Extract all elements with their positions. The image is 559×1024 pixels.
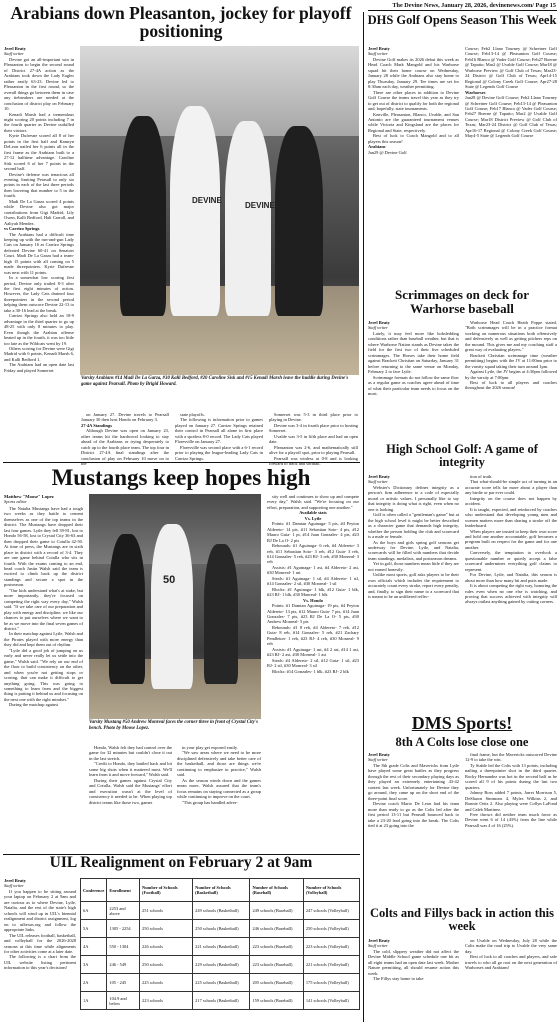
golf-season-byline-block [368, 46, 459, 56]
uil-body: If you happen to be sitting around your laptop on February 2 at 9am and are curious as to where Devine, Lytle, Natalia, and the rest of the state's high schools will wind up in UIL's biennial realignment and district assignment, log on to uiltexas.org and follow the appropriate links. The UIL releases football, basketball, and volleyball for the 2026-2028 seasons at this time while alignments for other activities come at a later date. The following is a chart from the UIL website listing pertinent information to this year's decisions! [4, 889, 76, 1022]
table-cell: 1A [81, 992, 107, 1010]
arabians-photo: DEVINE DEVINE [80, 46, 359, 375]
table-header: Number of Schools (Basketball) [193, 879, 250, 902]
section-divider [3, 462, 360, 463]
table-cell: 5A [81, 920, 107, 938]
table-cell: 250 schools [140, 956, 193, 974]
table-cell: 141 schools (Volleyball) [303, 992, 359, 1010]
byline: Jerel Beaty [368, 752, 390, 757]
integrity-headline: High School Golf: A game of integrity [386, 442, 538, 470]
golf-season-headline: DHS Golf Opens Season This Week [367, 13, 557, 27]
colts-fillys-body: The cold, slippery weather did not affect the Devine Middle School game schedule one bit as all eight teams had an open date last week. Mother Nature permitting, all should resume action this week. The Fillys stay home to take [368, 949, 459, 982]
table-cell: 175 schools (Volleyball) [303, 974, 359, 992]
table-cell: 225 schools [140, 974, 193, 992]
arabians-body-cont-3: Somerset was 5-3 in third place prior to playing in Devine. Devine was 3-4 in fourth place prior to hosting Somerset. Uvalde was 3-5 in fifth place and had an open date. Pleasanton was 2-6, and mathematically still alive for a playoff spot, prior to playing Pearsall. Pearsall was winless at 0-8 and is looking forward to track and softball. [269, 412, 358, 467]
table-cell: 250 schools (Volleyball) [303, 920, 359, 938]
scrimmages-byline-block [368, 320, 459, 330]
masthead: The Devine News, January 28, 2026, devinenews.com/ Page 15 [392, 2, 556, 9]
table-cell: 247 schools (Volleyball) [303, 902, 359, 920]
dms-banner: DMS Sports! [367, 714, 557, 733]
table-cell: 246 - 549 [107, 956, 140, 974]
table-cell: 1305 - 2254 [107, 920, 140, 938]
uil-realignment-table [80, 878, 360, 1010]
scrimmages-headline: Scrimmages on deck for Warhorse baseball [395, 287, 529, 316]
byline-role: Staff writer [4, 51, 24, 57]
table-header: Enrollment [107, 879, 140, 902]
table-cell: 159 schools (Baseball) [250, 992, 303, 1010]
uil-byline-block [4, 878, 76, 888]
table-header: Number of Schools (Baseball) [250, 879, 303, 902]
table-cell: 2253 and above [107, 902, 140, 920]
dms-headline: 8th A Colts lose close one [395, 735, 529, 749]
mustangs-photo-caption: Varsity Mustang #50 Andrew Monreal faces the corner three in front of Crystal City's bench. Photo by Moose Lopez. [89, 720, 258, 731]
colts-fillys-headline: Colts and Fillys back in action this week [367, 907, 557, 933]
table-header: Conference [81, 879, 107, 902]
table-cell: 226 schools [140, 938, 193, 956]
column-rule [363, 12, 364, 1022]
table-cell: 229 schools (Basketball) [193, 956, 250, 974]
table-cell: 223 schools (Baseball) [250, 956, 303, 974]
byline: Jerel Beaty [4, 878, 26, 883]
uil-table-wrap [80, 878, 360, 1022]
mustangs-photo: 50 [89, 494, 261, 719]
byline: Jerel Beaty [368, 320, 390, 325]
colts-fillys-body-cont: on Uvalde on Wednesday, July 28 while the Colts make the road trip to Uvalde the very same day. Best of luck to all coaches and players, and safe travels to who all go root on the next generation of Warhorses and Arabians! [465, 938, 557, 971]
scrimmages-body-cont: Warhorse Head Coach Heath Poppe stated, "Both scrimmages will be in a practice format working on numerous situations both offensively and defensively as well as getting pitchers reps on the mound. This gives me and my coaching staff a great way of evaluating players." Brackett Christian scrimmage time (weather permitting) begins with the JV at 11:00am prior to the varsity squad taking their turn around 1pm. Against Lytle, the JV begins at 4:30pm followed by the varsity at 7:00pm. Best of luck to all players and coaches throughout the 2026 season! [465, 320, 557, 391]
byline: Jerel Beaty [368, 474, 390, 479]
arabians-body-cont-2: state playoffs. The following is information prior to games played on January 27. Carrizo Springs retained their control in Pearsall all alone in first place with a spotless 8-0 record. The Lady Cats played Floresville on January 27. Floresville was second place with a 6-1 record prior to playing the league-leading Lady Cats in Carrizo Springs. [175, 412, 263, 461]
table-cell: 223 schools [140, 992, 193, 1010]
table-cell: 250 schools [140, 920, 193, 938]
arabians-body: Devine got an all-important win in Pleasanton to begin the second round of District 27-4A action as the Arabians took down the Lady Eagles rather easily 63-23. Devine led to Pleasanton in the first round, so the overall things go between them in case any tiebreakers are needed at the conclusion of district play on February 10. Kenadi Marsh had a tremendous night scoring 20 points including 7 in the fourth quarter as Devine outkilled their visitors. Kyrie Dufresne scored all 8 of her points in the first half and Kamryn DeLeon nailed her 6 points all in the first frame as the Arabians built to a 27-12 halftime advantage. Caroline Sisk scored 6 of her 7 points in the second half. Devine's defense was tenacious all evening, limiting Pearsall to only six points in each of the last three periods then lowering that number to 5 in the fourth. Madi De La Garza scored 4 points while Devine also got major contributions from Gigi Madrid, Lily Owen, Kalli Bedford, Hali Carroll, and Aaliyah Mendez. vs Carrizo Springs The Arabians had a difficult time keeping up with the run-and-gun Lady Cats on January 16 as Carrizo Springs defeated Devine 60-41 on Senators Court. Madi De La Garza had a team-high 15 points with all coming on 5 made threepointers. Kyrie Dufresne was next with 11 points. In a somewhat low scoring first period, Devine only trailed 8-3 after the first eight minutes of action. However, the Lady Cats drained four threepointers in the second period helping them outscore Devine 22-13 to take a 30-16 lead at the break. Carrizo Springs also held an 18-9 advantage in the third quarter to go up 48-25 with only 8 minutes to play. Even though the Arabian offense heated up in the fourth, it was too little too late as the Wildcats went by 19. Others scoring for Devine were Gigi Madrid with 6 points, Kenadi Marsh 6, and Kalli Bedford 1. The Arabians had an open date last Friday and played Somerset [4, 57, 74, 373]
mustangs-stats: sity well and continues to show up and compete every day," Walsh said. "We're focusing on our effort, preparation, and supporting one another." Available stats Vs. Lytle Points: #1 Damian Aguinaga- 5 pts, #4 Peyton Aldereto- 14 pts, #11 Sebastian Soto- 4 pts, #12 Mauro Guia- 1 pt, #14 Juan Gonzales- 4 pts, #23 RJ De La O- 2 pts Rebounds: #1 Aguinaga- 6 reb, #4 Aldereto- 3 reb, #11 Sebastian Soto- 3 reb, #12 Guia- 3 reb, #14 Gonzales- 5 reb, #23 RJ- 3 reb, #30 Monreal- 3 reb Assists: #1 Aguinaga- 1 ast, #4 Aldereto- 2 ast, #30 Monreal- 1 ast Steals: #1 Aguinaga- 1 stl, #4 Aldereto- 1 stl, #14 Gonzales- 2 stl, #30 Monreal- 1 stl Blocks: #1 Aguinaga- 1 blk, #12 Guia- 1 blk, #23 RJ- 1 blk, #30 Monreal- 1 blk Vs. Hondo Points: #1 Damian Aguinaga- 19 pts, #4 Peyton Aldereto- 13 pts, #12 Mauro Guia- 7 pts, #14 Juan Gonzales- 7 pts, #23 RJ De La O- 5 pts, #30 Andrew Monreal- 5 pts Rebounds: #1 8 reb, #4 Aldereto- 7 reb, #12 Guia- 8 reb, #14 Gonzales- 5 reb, #21 Zachary Pendleton- 1 reb, #23 RJ- 4 reb, #30 Monreal- 9 reb Assists: #1 Aguinaga- 1 ast, #4 2 ast, #14 1 ast, #23 RJ- 2 ast, #30 Monreal- 1 ast Steals: #4 Aldereto- 2 stl, #12 Guia- 1 stl, #23 RJ- 2 stl, #30 Monreal- 3 stl Blocks: #14 Gonzales- 1 blk, #23 RJ- 2 blk [267, 494, 359, 674]
table-cell: 4A [81, 938, 107, 956]
table-cell: 550 - 1304 [107, 938, 140, 956]
byline: Jerel Beaty [368, 938, 390, 943]
table-row [81, 920, 360, 938]
table-cell: 205 schools (Baseball) [250, 974, 303, 992]
table-header: Number of Schools (Volleyball) [303, 879, 359, 902]
masthead-rule [368, 10, 557, 11]
integrity-byline-block [368, 474, 459, 484]
mustangs-headline: Mustangs keep hopes high [51, 465, 311, 490]
table-cell: 249 schools (Basketball) [193, 902, 250, 920]
table-cell: 223 schools (Volleyball) [303, 938, 359, 956]
golf-season-body: Devine Golf makes its 2026 debut this week as Head Coach Mark Mangold and his Warhorse squad hit their home course on Wednesday, January 28 while the Arabians also stay home to play Thursday, January 29. Tee times are set for 8:30am each day, weather permitting. There are other places in addition to Devine Golf Course the teams travel this year as they try to get out of district to qualify for both the regional and, hopefully, state tournaments. Kenville, Pleasanton, Blanco, Uvalde, and San Antonio are the guaranteed tournament venues while Victoria and Kingsland are the places for Regional and State, respectively. Best of luck to Coach Mangold and to all players this season! Arabians Jan29 @ Devine Golf [368, 57, 459, 155]
integrity-body-cont: tion of truth. That what-should-be simple act of turning in an accurate score tells far more about a player than any birdie or par ever could. Integrity on the course does not happen by accident. It is taught, expected, and reinforced by coaches who understand that developing young men and women matters more than sharing a stroke off the leaderboard. When players are trusted to keep their own score and hold one another accountable, golf becomes a program built on respect for the game and for one another. Conversely, the temptation to overlook a questionable number or quietly accept a false scorecard undermines everything golf claims to represent. For Devine, Lytle, and Natalia, this season is about more than how many hit and putts made. It is about competing the right way, honoring the rules even when no one else is watching, and proving that success achieved with integrity will always outlast anything gained by cutting corners. [465, 474, 557, 605]
dms-body-cont: final frame, but the Mavericks outscored Devine 12-9 to take the win. Ty Stable led the Colts with 13 points, including nailing a threepointer shot in the third quarter. Rocky Hernandez was hot in the second half as he scored all 9 of his points during the last two quarters. Johnny Ross added 7 points, Jarret Morrison 5, DeShawn Simmons 4, Myles Wilkins 2, and Ronnie Ortiz 2. Also playing were Collyn LaFond and Caleb Martinez. Free throws did neither team much favor as Devine went 6 of 14 (43%) from the line while Pearsall was 4 of 16 (25%). [465, 752, 557, 828]
arabians-headline: Arabians down Pleasanton, jockey for playoff positioning [10, 3, 352, 42]
table-row [81, 956, 360, 974]
dms-byline-block [368, 752, 459, 762]
byline-role: Staff writer [368, 325, 388, 331]
scrimmages-body: Lately, it may feel more like bobsledding conditions rather than baseball weather, but that is where Warhorse Nation stands as Devine takes the field for the first two of their five scheduled scrimmages. The Horses take their home field against Brackett Christian on Saturday, January 31 before returning to the same venue on Monday, February 2 to face Lytle. Scrimmage formats do not follow the same flow as a regular game as coaches agree ahead of time of what their particular team needs to focus on the most. [368, 331, 459, 396]
golf-season-schedule: Course; Feb2 Llano Tourney @ Schreiner Golf Course; Feb13-14 @ Pleasanton Golf Course; Feb16 Blanco @ Vader Golf Course; Feb27 Boerne @ Tapatio; Mar2 @ Uvalde Golf Course; Mar18 @ Warhorse Preview @ Golf Club of Texas; Mar23-24 District @ Golf Club of Texas; Apr14-15 Regional @ Colony Creek Golf Course; Apr27-28 State @ Legends Golf Course Warhorses Jan28 @ Devine Golf Course; Feb2 Llano Tourney @ Schreiner Golf Course; Feb13-14 @ Pleasanton Golf Course; Feb17 Blanco @ Vader Golf Course; Feb27 Boerne @ Tapatio; Mar2 @ Uvalde Golf Course; Mar18 District Preview @ Golf Club of Texas; Mar23-24 District @ Golf Club of Texas; Apr16-17 Regional @ Colony Creek Golf Course; May4-5 State @ Legends Golf Course [465, 46, 557, 139]
dms-body: The 8th grade Colts and Mavericks from Lytle have played some great battles as they progress through the rest of their secondary playing days as they played an extremely entertaining 43-42 contest last week. Unfortunately for Devine they go around, they came up on the short end of the three-point final score. Devine coach Mario De Leon had his team more than ready to go as the Colts led after the first period 13-11 but Pearsall bounced back to take a 23-20 lead going into the break. The Colts tied it at 23 going into the [368, 763, 459, 828]
table-cell: 251 schools [140, 902, 193, 920]
table-cell: 105 - 245 [107, 974, 140, 992]
byline-role: Staff writer [4, 883, 24, 889]
arabians-body-cont: on January 27. Devine travels to Pearsall January 30 then host Hondo on February 3. 27-4A Standings Although Devine was open on January 23, other teams hit the hardwood looking to stay ahead of the Arabians or trying desperately to catch up to the fourth place team. The top four in District 27-4A final standings after the conclusion of play on February 10 move on to the [81, 412, 169, 467]
table-cell: 6A [81, 902, 107, 920]
table-cell: 221 schools (Basketball) [193, 938, 250, 956]
byline: Jerel Beaty [4, 46, 26, 51]
table-row [81, 992, 360, 1010]
byline: Jerel Beaty [368, 46, 390, 51]
table-row [81, 902, 360, 920]
mustangs-body: The Natalia Mustangs have had a tough two weeks as they battle to cement themselves as one of the top teams in the district. The Mustangs have dropped their last four games. Lytle they fell 39-81, lost to Hondo 56-58, lost to Crystal City 36-63 and then dropped their game to Cotulla 42-50. At time of press, the Mustangs are in sixth place in district with a record of 3-4. They are one game behind Cotulla who sits in fourth. With the exams coming to an end, head coach Justin Walsh said the team is excited to climb back up the district standings and secure a spot in the postseason. "Our kids understand what's at stake, but more importantly, they're focused on competing the right way every day," Walsh said. "If we take care of our preparation and play with energy and discipline, we like our chances to put ourselves where we want to be as we move into the final seven games of district." In their matchup against Lytle, Walsh and the Pirates played with more energy than they did and kept them out of rhythm. "Lytle did a good job of jumping on us early and never really let us settle into the game," Walsh said. "We rely on our end of the floor to build consistency on the other, and when you're not getting stops or scoring, that can make it difficult to get anything going. This was going to something to learn from and the biggest thing is putting it behind us and focusing on the next one with the right mindset." During the matchup against [4, 506, 83, 708]
colts-fillys-byline-block [368, 938, 459, 948]
table-cell: 225 schools (Basketball) [193, 974, 250, 992]
byline-role: Staff writer [368, 757, 388, 763]
table-cell: 249 schools (Baseball) [250, 902, 303, 920]
table-header: Number of Schools (Football) [140, 879, 193, 902]
table-cell: 223 schools (Baseball) [250, 938, 303, 956]
table-cell: 246 schools (Baseball) [250, 920, 303, 938]
table-row [81, 938, 360, 956]
table-cell: 221 schools (Volleyball) [303, 956, 359, 974]
arabians-photo-caption: Varsity Arabians #14 Madi De La Garza, #30 Kalli Bedford, #20 Caroline Sisk and #15 Kenadi Marsh leave the huddle during Devine's game against Pearsall. Photo by Brigid Howard. [81, 376, 349, 387]
arabians-byline-block [4, 46, 74, 56]
byline-role: Staff writer [368, 479, 388, 485]
mustangs-byline-block [4, 494, 82, 504]
byline-role: Staff writer [368, 943, 388, 949]
integrity-body: Webster's Dictionary defines integrity as a person's firm adherence to a code of especially moral or artistic values. I personally like to say that integrity is doing what is right, even when no one is looking. Golf is often called a "gentleman's game" but at the high school level it might be better described as a character game that demands high integrity, whether the person holding the club and scorecard is a male or female. As the boys and girls spring golf seasons get underway for Devine, Lytle, and Natalia, scorecards will be filled with numbers that decide team standings, medalists, and postseason dreams. Yet in golf, those numbers mean little if they are not earned honestly. Unlike most sports, golf asks players to be their own officials which includes the requirement to accurately count every stroke, report every penalty, and, finally, to sign their name to a scorecard that is meant to be an unfiltered reflec- [368, 485, 459, 600]
table-row [81, 974, 360, 992]
byline-role: Staff writer [368, 51, 388, 57]
table-cell: 104.9 and below [107, 992, 140, 1010]
byline: Matthew "Moose" Lopez [4, 494, 54, 499]
table-cell: 3A [81, 956, 107, 974]
mustangs-body-cont: Hondo, Walsh felt they had control over the game for 32 minutes but couldn't close it out in the last stretch. "Credit to Hondo, they battled back and hit some big shots when it mattered most. We'll learn from it and move forward," Walsh said. During their games against Crystal City and Cotulla, Walsh said the Mustangs' effort and execution wasn't at the level of consistency it needed to be. When playing top district teams like those two, games [89, 745, 172, 805]
table-cell: 217 schools (Basketball) [193, 992, 250, 1010]
table-cell: 2A [81, 974, 107, 992]
mustangs-body-cont-2: in your play get exposed easily. "We saw areas where we need to be more disciplined defensively and take better care of the basketball, and those are things we're continuing to emphasize in practice," Walsh said. As the season winds down and the games mean more, Walsh assured that the team's focus remains on staying connected as a group while continuing to improve on the court. "This group has handled adver- [177, 745, 261, 805]
uil-headline: UIL Realignment on February 2 at 9am [3, 855, 359, 871]
table-cell: 250 schools (Basketball) [193, 920, 250, 938]
byline-role: Sports editor [4, 499, 27, 505]
